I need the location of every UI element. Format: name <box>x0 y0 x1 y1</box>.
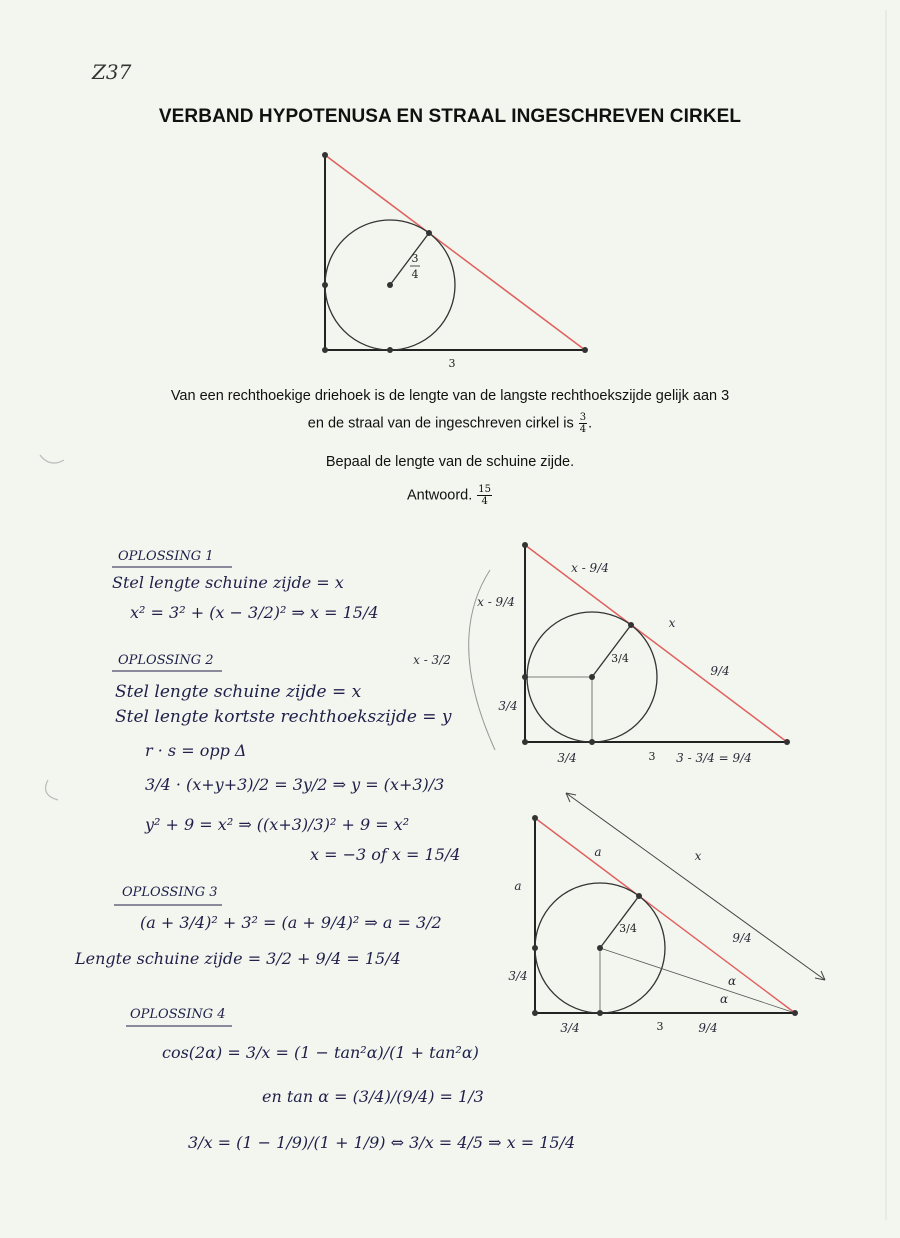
fig2-hypotenuse <box>525 545 787 742</box>
page-title: VERBAND HYPOTENUSA EN STRAAL INGESCHREVEN CIRKEL <box>158 106 742 127</box>
fig3-arrow-x-label: x <box>694 849 702 863</box>
fig3-hypotenuse <box>535 818 795 1013</box>
fig3-point <box>532 815 538 821</box>
fig2-base-right-label: 3 - 3/4 = 9/4 <box>676 751 752 765</box>
fig2-base-left-label: 3/4 <box>557 751 577 765</box>
solution-4-line-3: 3/x = (1 − 1/9)/(1 + 1/9) ⇔ 3/x = 4/5 ⇒ x = 15/4 <box>188 1133 576 1152</box>
problem-line-1: Van een rechthoekige driehoek is de lengte van de langste rechthoekszijde gelijk aan 3 <box>170 388 730 404</box>
fig2-point <box>589 739 595 745</box>
solution-3-line-1: (a + 3/4)² + 3² = (a + 9/4)² ⇒ a = 3/2 <box>140 913 442 932</box>
figure-3 <box>508 793 825 1035</box>
solution-2-line-1: Stel lengte schuine zijde = x <box>115 682 362 702</box>
fig3-angle-2: α <box>719 992 729 1006</box>
fig3-base-mid-label: 3 <box>656 1020 664 1033</box>
fig2-left-top-label: x - 9/4 <box>477 595 515 609</box>
fig2-point <box>522 739 528 745</box>
fig2-radius <box>592 625 631 677</box>
problem-line-2-end: . <box>588 415 593 432</box>
radius-numerator: 3 <box>579 412 587 423</box>
solution-1-title: OPLOSSING 1 <box>118 549 214 564</box>
fig3-point <box>792 1010 798 1016</box>
solution-2-line-5: y² + 9 = x² ⇒ ((x+3)/3)² + 9 = x² <box>145 815 410 834</box>
problem-line-2-text: en de straal van de ingeschreven cirkel is <box>307 415 574 432</box>
solution-3-line-2: Lengte schuine zijde = 3/2 + 9/4 = 15/4 <box>75 949 401 968</box>
fig1-point <box>322 347 328 353</box>
fig3-center <box>597 945 603 951</box>
fig2-center <box>589 674 595 680</box>
fig2-mid-left-label: x - 3/2 <box>413 653 451 667</box>
solution-2-line-6: x = −3 of x = 15/4 <box>310 845 461 864</box>
fig3-point <box>532 1010 538 1016</box>
solution-2-line-4: 3/4 · (x+y+3)/2 = 3y/2 ⇒ y = (x+3)/3 <box>145 775 445 794</box>
fig2-base-mid-label: 3 <box>648 750 656 763</box>
punch-mark-2 <box>46 780 58 800</box>
solutions <box>74 549 575 1152</box>
fig2-hyp-lower-label: 9/4 <box>710 664 730 678</box>
fig1-point <box>582 347 588 353</box>
solution-3-title: OPLOSSING 3 <box>122 885 218 900</box>
fig1-point <box>387 347 393 353</box>
solution-4-title: OPLOSSING 4 <box>130 1007 226 1022</box>
fig2-hyp-x-label: x <box>668 616 676 630</box>
fig3-hyp-a-label: a <box>594 845 602 859</box>
fig2-left-lower-label: 3/4 <box>498 699 518 713</box>
fig2-top-hyp-label: x - 9/4 <box>571 561 609 575</box>
problem-question: Bepaal de lengte van de schuine zijde. <box>325 454 575 470</box>
radius-denominator: 4 <box>579 424 587 435</box>
fig3-point <box>532 945 538 951</box>
fig1-base-label: 3 <box>448 357 456 370</box>
solution-2-line-2: Stel lengte kortste rechthoekszijde = y <box>115 707 452 727</box>
fig1-point <box>322 282 328 288</box>
fig3-left-lower-label: 3/4 <box>508 969 528 983</box>
answer-numerator: 15 <box>478 484 492 495</box>
fig3-angle-1: α <box>727 974 737 988</box>
fig1-center <box>387 282 393 288</box>
figure-2 <box>413 542 790 765</box>
fig3-point <box>636 893 642 899</box>
fig3-hyp-lower-label: 9/4 <box>732 931 752 945</box>
fig1-point <box>322 152 328 158</box>
fig3-radius-label: 3/4 <box>619 922 637 935</box>
solution-4-line-2: en tan α = (3/4)/(9/4) = 1/3 <box>262 1087 484 1106</box>
fig2-point <box>522 542 528 548</box>
fig3-dimension-arrow <box>566 793 825 980</box>
fig2-point <box>522 674 528 680</box>
solution-2-line-3: r · s = opp Δ <box>145 741 247 760</box>
solution-2-title: OPLOSSING 2 <box>118 653 214 668</box>
fig3-bisector <box>600 948 795 1013</box>
fig2-point <box>784 739 790 745</box>
fig3-side-a-label: a <box>514 879 522 893</box>
fig1-hypotenuse <box>325 155 585 350</box>
fig3-point <box>597 1010 603 1016</box>
fig2-point <box>628 622 634 628</box>
reference-code: Z37 <box>92 60 132 84</box>
fig1-radius <box>390 233 429 285</box>
answer-label: Antwoord. <box>406 487 473 504</box>
solution-4-line-1: cos(2α) = 3/x = (1 − tan²α)/(1 + tan²α) <box>162 1043 479 1062</box>
fig3-base-left-label: 3/4 <box>560 1021 580 1035</box>
figure-1 <box>322 152 588 370</box>
fig1-radius-den: 4 <box>411 268 419 281</box>
fig1-radius-num: 3 <box>411 252 419 265</box>
fig1-point <box>426 230 432 236</box>
answer-denominator: 4 <box>481 496 488 507</box>
fig2-radius-label: 3/4 <box>611 652 629 665</box>
punch-mark-1 <box>40 455 64 463</box>
solution-1-line-2: x² = 3² + (x − 3/2)² ⇒ x = 15/4 <box>130 603 379 622</box>
solution-1-line-1: Stel lengte schuine zijde = x <box>112 573 344 592</box>
fig3-base-right-label: 9/4 <box>698 1021 718 1035</box>
